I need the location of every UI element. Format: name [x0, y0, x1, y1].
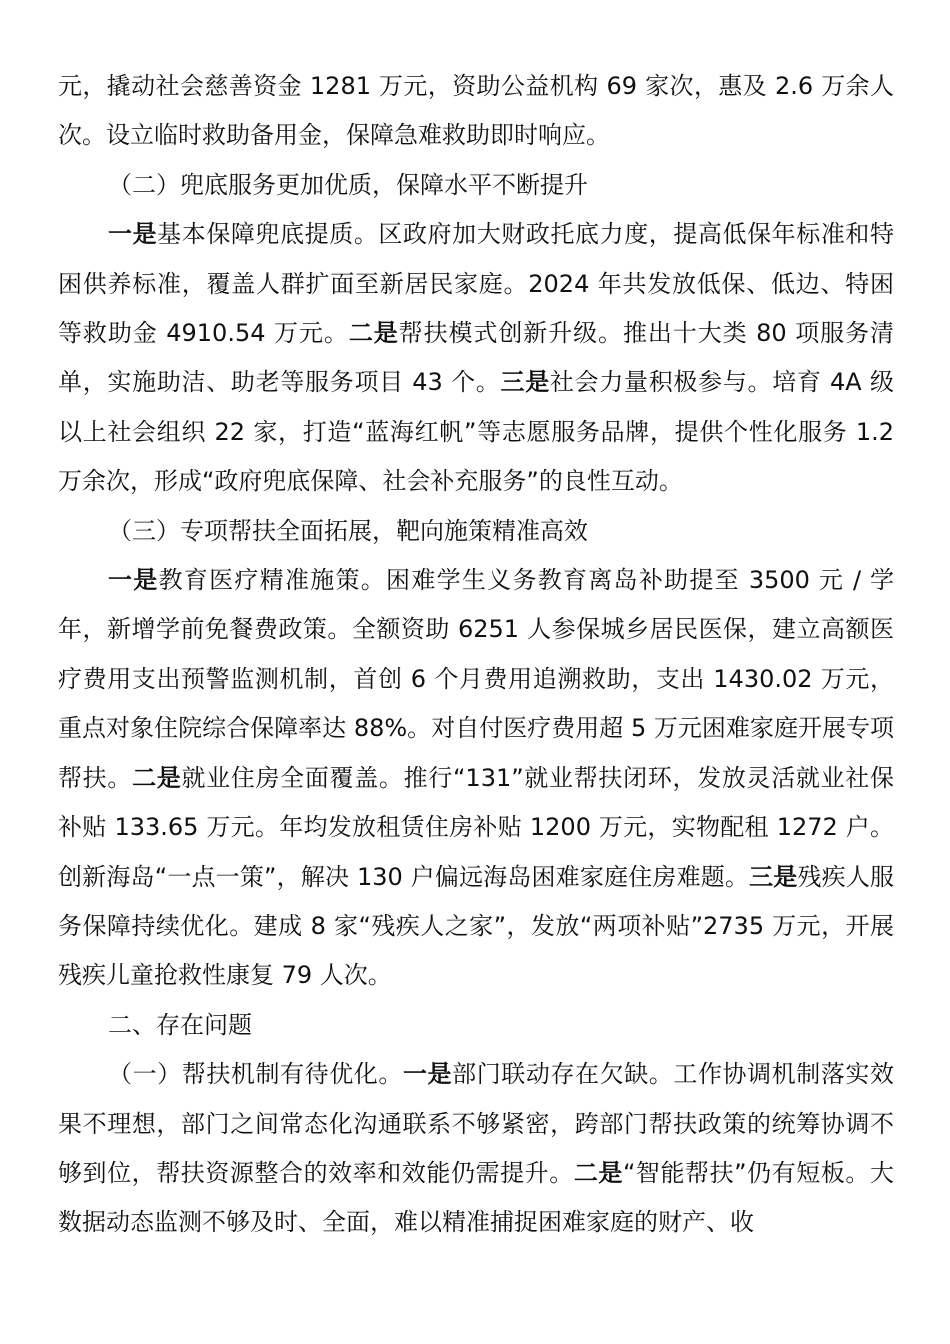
lead-phrase: 三是 — [749, 862, 798, 891]
paragraph — [58, 161, 894, 210]
text-run: 基本保障兜底提质。区政府加大财政托底力度，提高低保年标准和特困供养标准，覆盖人群扩面至新居民家庭。2024 年共发放低保、低边、特困等救助金 4910.54 万元。 — [58, 220, 895, 348]
paragraph — [58, 62, 894, 161]
document-page — [58, 62, 894, 1248]
lead-phrase: 三是 — [500, 368, 550, 397]
text-run: “智能帮扶”仍有短板。大数据动态监测不够及时、全面，难以精准捕捉困难家庭的财产、收 — [58, 1158, 894, 1237]
text-run: 元，撬动社会慈善资金 1281 万元，资助公益机构 69 家次，惠及 2.6 万余人次。设立临时救助备用金，保障急难救助即时响应。 — [58, 72, 894, 150]
lead-phrase: 二是 — [132, 763, 182, 792]
lead-phrase: 二是 — [573, 1158, 623, 1187]
text-run: 二、存在问题 — [108, 1010, 252, 1039]
paragraph — [58, 1001, 894, 1050]
text-run: （二）兜底服务更加优质，保障水平不断提升 — [108, 170, 588, 199]
paragraph — [58, 1050, 894, 1248]
text-run: 帮扶模式创新升级。推出十大类 80 项服务清单，实施助洁、助老等服务项目 43 个。 — [58, 319, 895, 397]
text-run: 教育医疗精准施策。困难学生义务教育离岛补助提至 3500 元 / 学年，新增学前免餐费政策。全额资助 6251 人参保城乡居民医保，建立高额医疗费用支出预警监测机制，首创 6 个月费用追溯救助，支出 1430.02 万元，重点对象住院综合保障率达 88%。对自付医疗费用超 5 万元困难家庭开展专项帮扶。 — [58, 566, 894, 792]
paragraph — [58, 507, 894, 556]
lead-phrase: 一是 — [108, 566, 159, 595]
text-run: （一）帮扶机制有待优化。 — [108, 1060, 403, 1089]
text-run: （三）专项帮扶全面拓展，靶向施策精准高效 — [108, 516, 588, 545]
lead-phrase: 一是 — [402, 1060, 453, 1089]
text-run: 社会力量积极参与。培育 4A 级以上社会组织 22 家，打造“蓝海红帆”等志愿服务品牌，提供个性化服务 1.2 万余次，形成“政府兜底保障、社会补充服务”的良性互动。 — [58, 368, 895, 496]
text-run: 残疾人服务保障持续优化。建成 8 家“残疾人之家”，发放“两项补贴”2735 万元，开展残疾儿童抢救性康复 79 人次。 — [58, 862, 895, 990]
text-run: 部门联动存在欠缺。工作协调机制落实效果不理想，部门之间常态化沟通联系不够紧密，跨部门帮扶政策的统筹协调不够到位，帮扶资源整合的效率和效能仍需提升。 — [58, 1060, 895, 1187]
paragraph — [58, 556, 894, 1001]
lead-phrase: 二是 — [348, 319, 399, 348]
paragraph — [58, 210, 894, 506]
text-run: 就业住房全面覆盖。推行“131”就业帮扶闭环，发放灵活就业社保补贴 133.65 万元。年均发放租赁住房补贴 1200 万元，实物配租 1272 户。创新海岛“一点一策”，解决 130 户偏远海岛困难家庭住房难题。 — [58, 763, 894, 891]
lead-phrase: 一是 — [108, 220, 158, 249]
